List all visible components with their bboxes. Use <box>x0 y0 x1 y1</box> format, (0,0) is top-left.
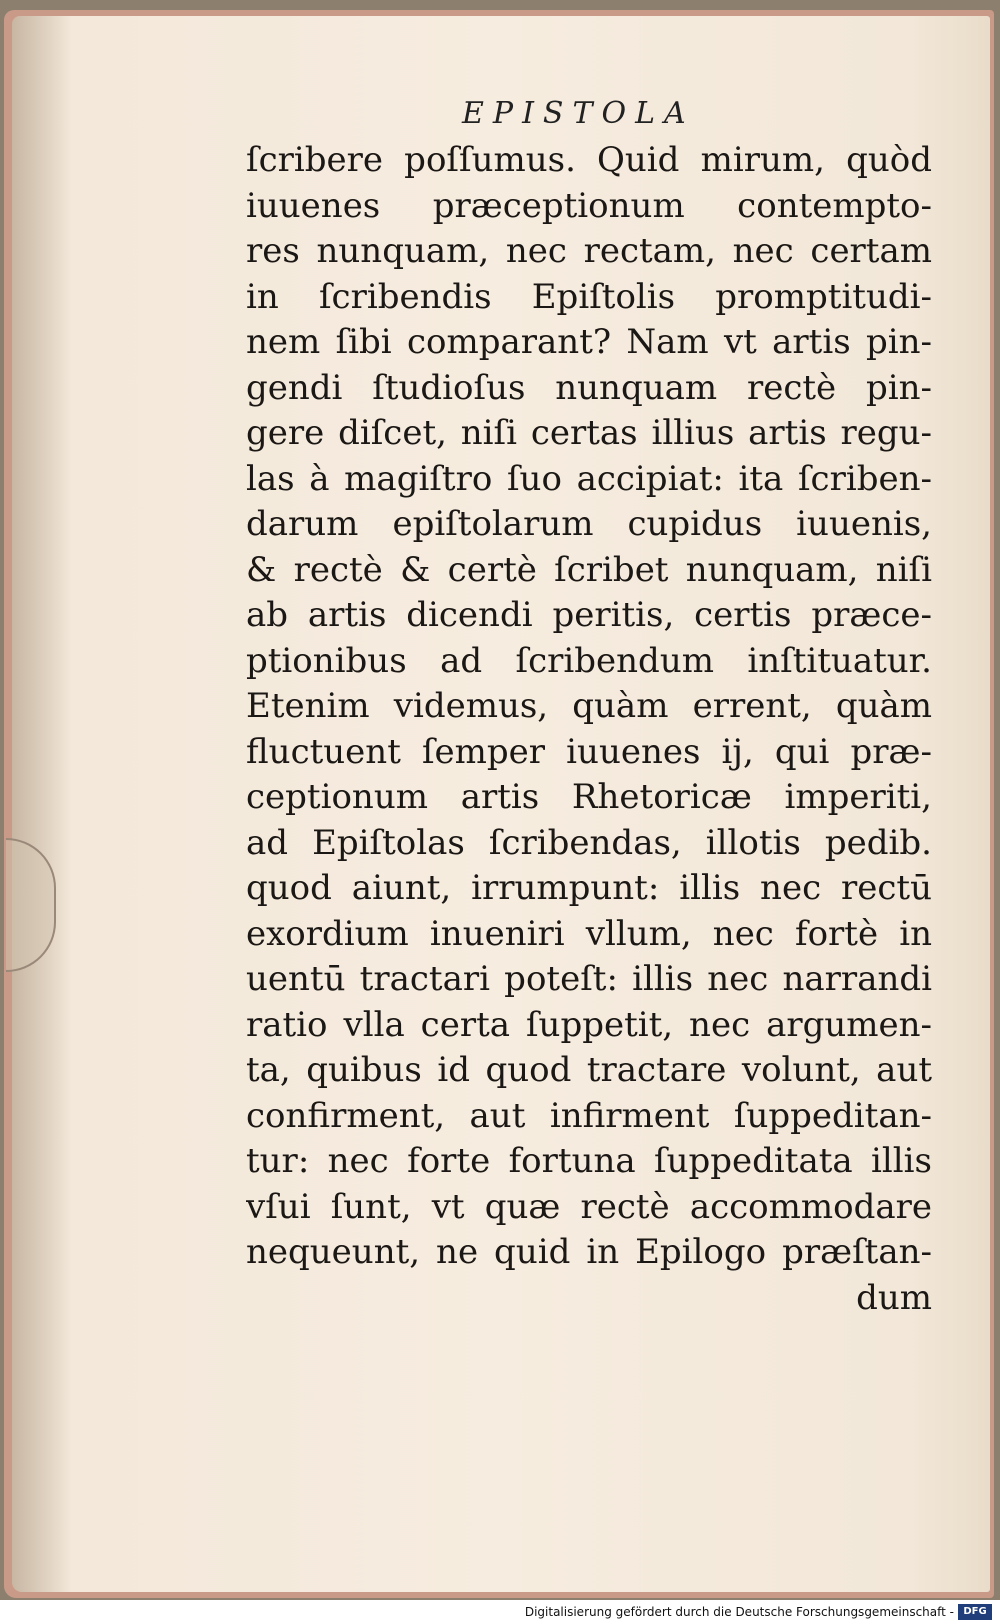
text-line: res nunquam, nec rectam, nec certam <box>246 231 932 271</box>
text-line: fluctuent ſemper iuuenes ij, qui præ- <box>246 731 932 772</box>
text-line: las à magiſtro ſuo accipiat: ita ſcriben- <box>246 458 932 499</box>
catchword: dum <box>856 1277 932 1318</box>
text-line: nequeunt, ne quid in Epilogo præſtan- <box>246 1232 932 1272</box>
text-line: gendi ſtudioſus nunquam rectè pin- <box>246 367 932 408</box>
text-line: confirment, aut infirment ſuppeditan- <box>246 1095 932 1136</box>
running-head: EPISTOLA <box>462 96 695 131</box>
text-line: in ſcribendis Epiſtolis promptitudi- <box>246 276 932 317</box>
text-line: nem ſibi comparant? Nam vt artis pin- <box>246 322 932 362</box>
text-line: darum epiſtolarum cupidus iuuenis, <box>246 504 932 544</box>
text-line: exordium inueniri vllum, nec fortè in <box>246 913 932 954</box>
funding-credit: Digitalisierung gefördert durch die Deutsche Forschungsgemeinschaft - <box>524 1605 954 1619</box>
footer-bar <box>0 1600 1000 1624</box>
text-line: ratio vlla certa ſuppetit, nec argumen- <box>246 1004 932 1045</box>
text-line: vſui ſunt, vt quæ rectè accommodare <box>246 1186 932 1227</box>
text-line: ta, quibus id quod tractare volunt, aut <box>246 1050 932 1090</box>
text-line: uentū tractari poteſt: illis nec narrandi <box>246 959 932 999</box>
text-line: & rectè & certè ſcribet nunquam, niſi <box>246 549 932 590</box>
text-line: ceptionum artis Rhetoricæ imperiti, <box>246 777 932 817</box>
text-line: Etenim videmus, quàm errent, quàm <box>246 686 932 726</box>
text-line: ptionibus ad ſcribendum inſtituatur. <box>246 640 932 681</box>
gutter-shadow <box>12 16 72 1592</box>
dfg-logo: DFG <box>958 1604 992 1620</box>
text-line: iuuenes præceptionum contempto- <box>246 185 932 226</box>
text-line: ad Epiſtolas ſcribendas, illotis pedib. <box>246 822 932 863</box>
body-text <box>246 138 932 1321</box>
text-line: quod aiunt, irrumpunt: illis nec rectū <box>246 868 932 908</box>
text-line: ſcribere poſſumus. Quid mirum, quòd <box>246 140 932 180</box>
text-line: gere diſcet, niſi certas illius artis regu- <box>246 413 932 453</box>
text-line: ab artis dicendi peritis, certis præce- <box>246 595 932 635</box>
text-line: tur: nec forte fortuna ſuppeditata illis <box>246 1141 932 1181</box>
